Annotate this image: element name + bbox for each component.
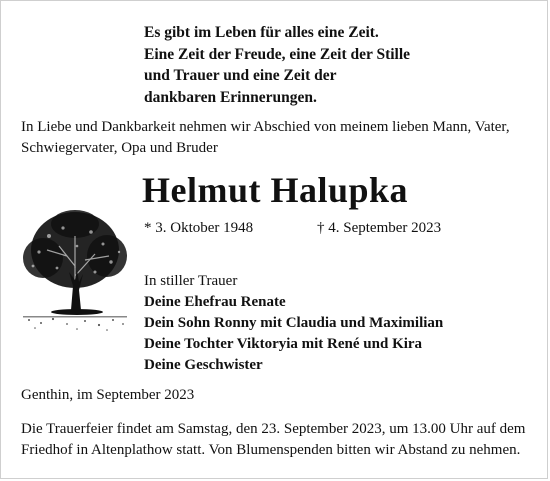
place-and-date: Genthin, im September 2023 xyxy=(21,387,195,403)
quote-line: dankbaren Erinnerungen. xyxy=(144,88,317,106)
mourners-heading: In stiller Trauer xyxy=(144,273,238,289)
intro-line: Schwiegervater, Opa und Bruder xyxy=(21,140,218,156)
quote-line: Es gibt im Leben für alles eine Zeit. xyxy=(144,24,379,41)
mourner-line: Deine Geschwister xyxy=(144,357,263,373)
notice-line: Die Trauerfeier findet am Samstag, den 23. September 2023, um 13.00 Uhr auf dem xyxy=(21,421,526,437)
quote-line: Eine Zeit der Freude, eine Zeit der Stille xyxy=(144,45,411,63)
intro-line: In Liebe und Dankbarkeit nehmen wir Abschied von meinem lieben Mann, Vater, xyxy=(21,119,510,135)
memorial-quote xyxy=(144,22,410,108)
farewell-intro xyxy=(21,117,536,159)
mourner-line: Deine Tochter Viktoryia mit René und Kira xyxy=(144,336,423,352)
mourner-line: Deine Ehefrau Renate xyxy=(144,294,286,310)
birth-date: * 3. Oktober 1948 xyxy=(144,220,254,236)
tree-icon xyxy=(19,206,131,334)
quote-line: und Trauer und eine Zeit der xyxy=(144,67,337,84)
death-date: † 4. September 2023 xyxy=(317,220,442,236)
deceased-name: Helmut Halupka xyxy=(142,170,409,210)
mourners-list xyxy=(144,271,443,376)
mourner-line: Dein Sohn Ronny mit Claudia und Maximilian xyxy=(144,315,444,331)
notice-line: Friedhof in Altenplathow statt. Von Blumenspenden bitten wir Abstand zu nehmen. xyxy=(21,442,521,458)
funeral-notice xyxy=(21,419,541,461)
